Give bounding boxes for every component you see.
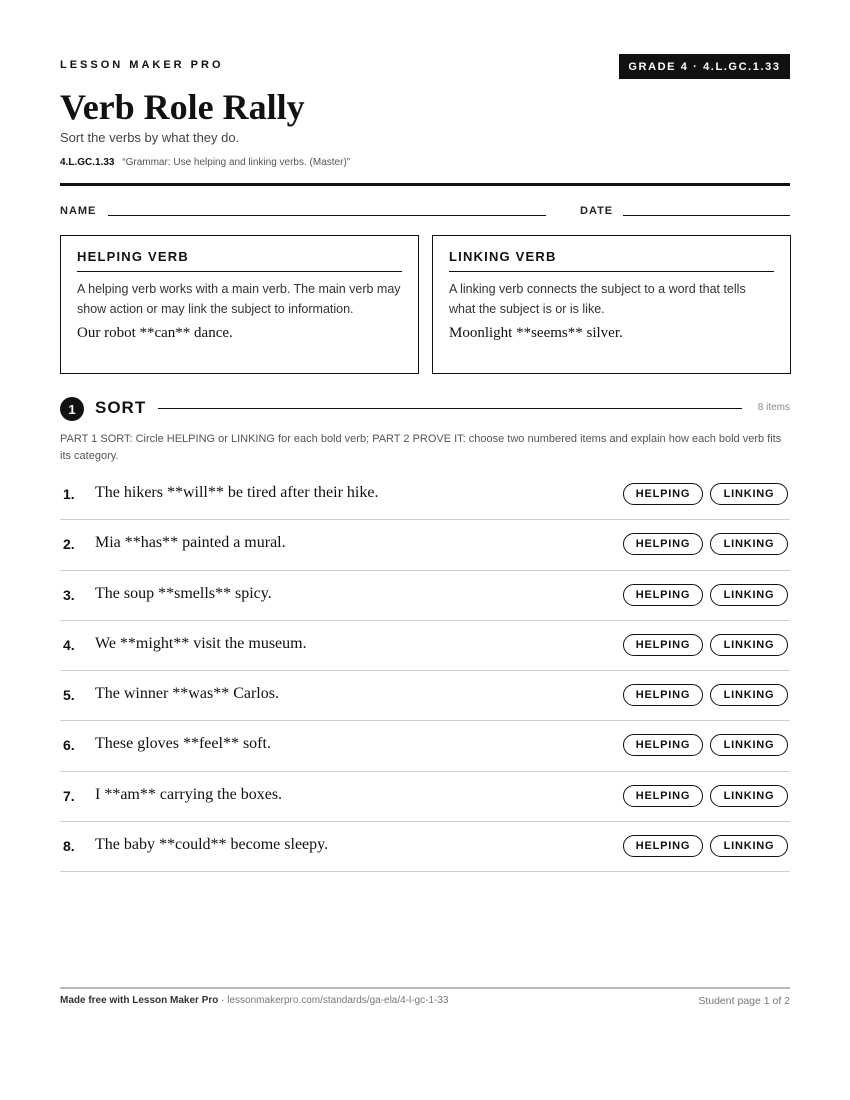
linking-choice[interactable]: LINKING — [710, 684, 788, 706]
section-instructions: PART 1 SORT: Circle HELPING or LINKING for each bold verb; PART 2 PROVE IT: choose two numbered items and explain how each bold verb fits its category. — [60, 433, 782, 462]
item-sentence: The soup **smells** spicy. — [95, 584, 272, 602]
helping-choice[interactable]: HELPING — [623, 835, 703, 857]
sort-item — [60, 772, 790, 822]
sort-item — [60, 520, 790, 570]
section-divider — [158, 408, 742, 409]
item-number: 6. — [63, 737, 75, 754]
footer-url: · lessonmakerpro.com/standards/ga-ela/4-l-gc-1-33 — [218, 995, 449, 1006]
item-sentence: We **might** visit the museum. — [95, 634, 307, 652]
date-label: DATE — [580, 205, 614, 217]
helping-verb-definition-box — [60, 235, 419, 374]
section-number-badge: 1 — [60, 397, 84, 421]
item-number: 2. — [63, 536, 75, 553]
footer-page-number: Student page 1 of 2 — [698, 995, 790, 1007]
sort-item — [60, 721, 790, 771]
footer-credit — [60, 995, 449, 1006]
helping-choice[interactable]: HELPING — [623, 584, 703, 606]
item-number: 5. — [63, 687, 75, 704]
sort-item — [60, 470, 790, 520]
item-number: 1. — [63, 486, 75, 502]
definition-text: A helping verb works with a main verb. The main verb may show action or may link the subject to information. — [77, 282, 401, 316]
sort-items-list — [60, 470, 790, 872]
linking-choice[interactable]: LINKING — [710, 835, 788, 857]
item-sentence: The hikers **will** be tired after their hike. — [95, 484, 379, 501]
name-field[interactable] — [108, 215, 546, 216]
name-label: NAME — [60, 205, 97, 217]
item-number: 7. — [63, 787, 75, 804]
helping-choice[interactable]: HELPING — [623, 785, 703, 807]
item-sentence: These gloves **feel** soft. — [95, 735, 271, 753]
item-sentence: The baby **could** become sleepy. — [95, 836, 329, 854]
footer-made-with: Made free with Lesson Maker Pro — [60, 995, 219, 1006]
item-sentence: The winner **was** Carlos. — [95, 685, 279, 703]
linking-choice[interactable]: LINKING — [710, 785, 788, 807]
sort-item — [60, 571, 790, 621]
page-subtitle: Sort the verbs by what they do. — [60, 130, 240, 145]
helping-choice[interactable]: HELPING — [623, 684, 703, 706]
linking-choice[interactable]: LINKING — [710, 533, 788, 555]
linking-choice[interactable]: LINKING — [710, 734, 788, 756]
standard-description: “Grammar: Use helping and linking verbs. (Master)” — [122, 157, 351, 168]
linking-choice[interactable]: LINKING — [710, 483, 788, 505]
item-sentence: I **am** carrying the boxes. — [95, 785, 283, 803]
linking-choice[interactable]: LINKING — [710, 584, 788, 606]
definition-text: A linking verb connects the subject to a word that tells what the subject is or is like. — [449, 282, 746, 316]
item-count: 8 items — [757, 402, 790, 413]
sort-item — [60, 671, 790, 721]
definition-heading: LINKING VERB — [449, 249, 774, 272]
definition-example: Our robot **can** dance. — [77, 325, 233, 341]
sort-item — [60, 822, 790, 872]
linking-verb-definition-box — [432, 235, 791, 374]
footer-divider — [60, 987, 790, 989]
helping-choice[interactable]: HELPING — [623, 533, 703, 555]
helping-choice[interactable]: HELPING — [623, 634, 703, 656]
brand-name: LESSON MAKER PRO — [60, 59, 224, 71]
standard-code: 4.L.GC.1.33 — [60, 157, 115, 168]
standard-line — [60, 157, 350, 168]
grade-badge: GRADE 4 · 4.L.GC.1.33 — [619, 54, 790, 79]
page-title: Verb Role Rally — [60, 87, 305, 127]
definition-heading: HELPING VERB — [77, 249, 402, 272]
helping-choice[interactable]: HELPING — [623, 483, 703, 505]
header-divider — [60, 183, 790, 186]
item-sentence: Mia **has** painted a mural. — [95, 534, 286, 552]
helping-choice[interactable]: HELPING — [623, 734, 703, 756]
item-number: 3. — [63, 586, 75, 603]
item-number: 4. — [63, 636, 75, 653]
worksheet-page — [60, 0, 790, 1100]
date-field[interactable] — [623, 215, 790, 216]
sort-item — [60, 621, 790, 671]
item-number: 8. — [63, 838, 75, 855]
definition-example: Moonlight **seems** silver. — [449, 325, 623, 341]
section-title: SORT — [95, 398, 147, 417]
linking-choice[interactable]: LINKING — [710, 634, 788, 656]
